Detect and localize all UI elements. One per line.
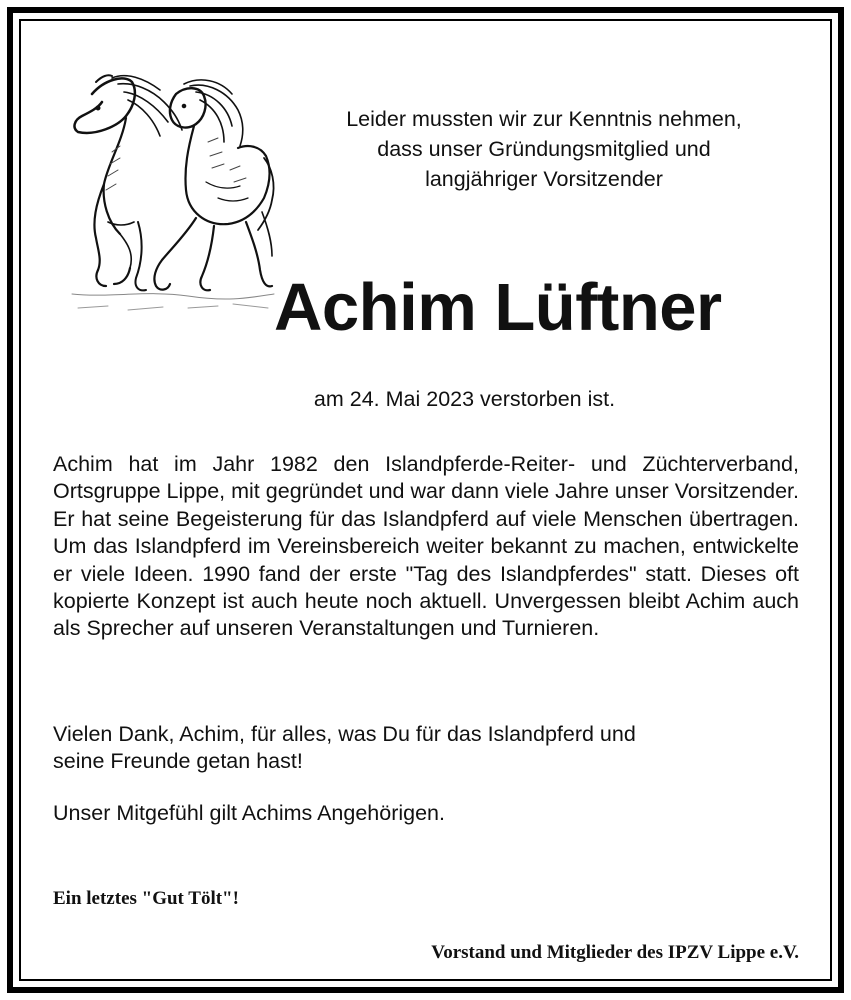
deceased-name: Achim Lüftner [274,270,722,345]
condolence-text: Unser Mitgefühl gilt Achims Angehörigen. [53,801,445,825]
intro-line: dass unser Gründungsmitglied und [377,137,711,161]
two-horses-sketch-icon [68,72,278,320]
thanks-line: Vielen Dank, Achim, für alles, was Du für das Islandpferd und [53,722,636,746]
farewell-text: Ein letztes "Gut Tölt"! [53,888,239,909]
intro-line: langjähriger Vorsitzender [425,167,663,191]
signature-text: Vorstand und Mitglieder des IPZV Lippe e.V. [431,942,799,963]
intro-text [290,104,798,194]
tribute-paragraph [53,451,799,643]
thanks-line: seine Freunde getan hast! [53,749,303,774]
intro-line: Leider mussten wir zur Kenntnis nehmen, [346,107,742,131]
thanks-text [53,721,799,776]
death-date-line: am 24. Mai 2023 verstorben ist. [313,387,616,411]
tribute-text: Achim hat im Jahr 1982 den Islandpferde-Reiter- und Züchterverband, Ortsgruppe Lippe, mit gegründet und war dann viele Jahre unser Vorsitzender. Er hat seine Begeisterung für das Islandpferd auf viele Menschen übertragen. Um das Islandpferd im Vereinsbereich weiter bekannt zu machen, entwickelte er viele Ideen. 1990 fand der erste "Tag des Islandpferdes" statt. Dieses oft kopierte Konzept ist auch heute noch aktuell. Unvergessen bleibt Achim auch als Sprecher auf unseren Veranstaltungen und Turnieren. [53,452,799,641]
